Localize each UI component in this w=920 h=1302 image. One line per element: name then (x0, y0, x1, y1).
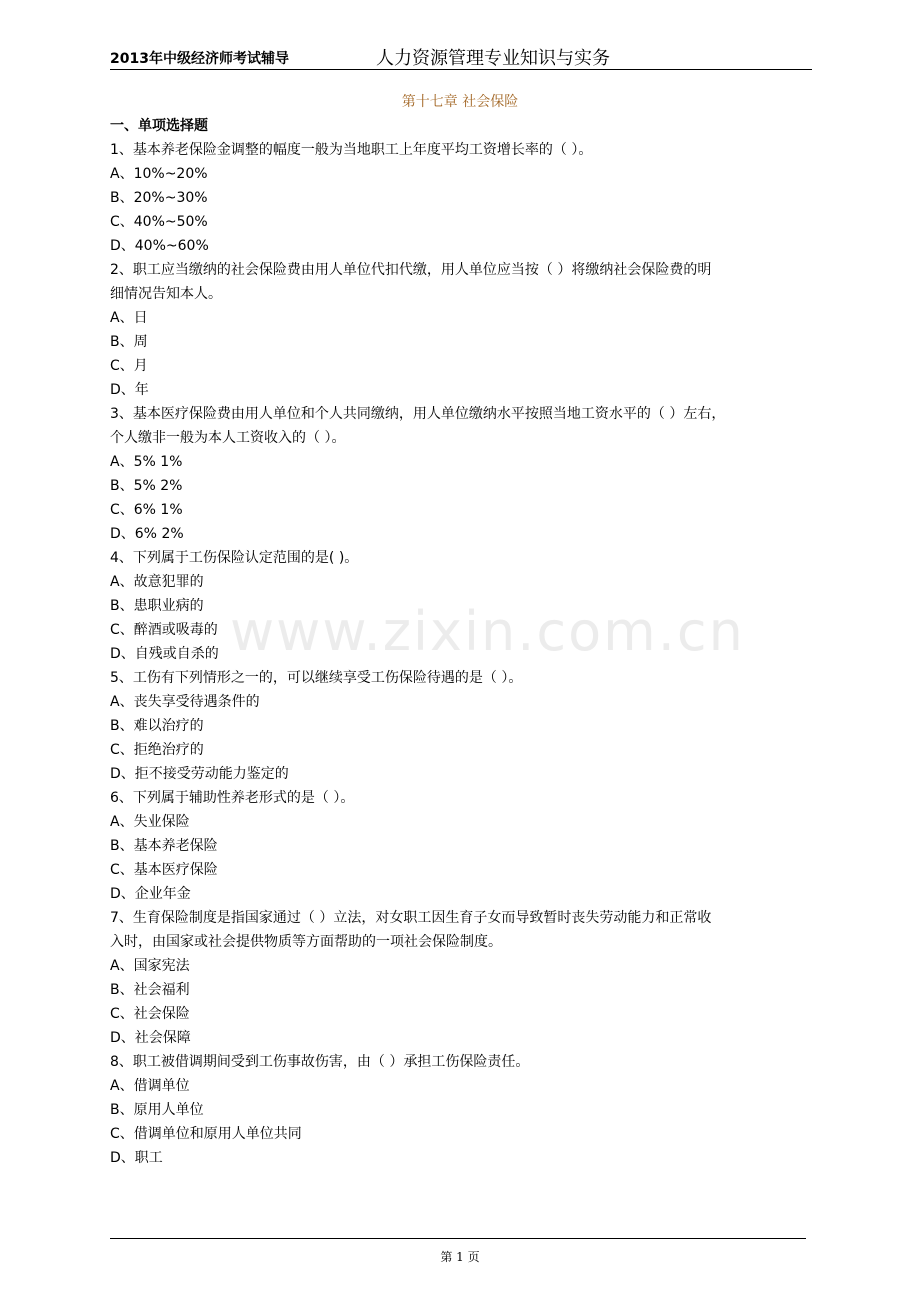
question-8 (110, 1050, 810, 1170)
option: B、原用人单位 (110, 1102, 204, 1118)
chapter-title: 第十七章 社会保险 (401, 94, 519, 110)
question-stem: 8、职工被借调期间受到工伤事故伤害，由（ ）承担工伤保险责任。 (110, 1054, 530, 1070)
page-number: 第 1 页 (440, 1250, 480, 1264)
question-2 (110, 258, 810, 402)
header-subject-title: 人力资源管理专业知识与实务 (376, 48, 610, 69)
option: D、自残或自杀的 (110, 646, 219, 662)
option: B、周 (110, 334, 148, 350)
question-stem: 7、生育保险制度是指国家通过（ ）立法，对女职工因生育子女而导致暂时丧失劳动能力和正常收 (110, 910, 712, 926)
question-stem: 1、基本养老保险金调整的幅度一般为当地职工上年度平均工资增长率的（ ）。 (110, 142, 593, 158)
header-divider (110, 69, 812, 70)
question-7 (110, 906, 810, 1050)
section-title: 一、单项选择题 (110, 118, 208, 134)
question-stem: 4、下列属于工伤保险认定范围的是( )。 (110, 550, 359, 566)
question-stem: 5、工伤有下列情形之一的，可以继续享受工伤保险待遇的是（ ）。 (110, 670, 523, 686)
option: B、基本养老保险 (110, 838, 218, 854)
option: A、失业保险 (110, 814, 190, 830)
question-3 (110, 402, 810, 546)
option: B、20%~30% (110, 190, 208, 206)
question-list (110, 114, 810, 1170)
question-stem: 个人缴非一般为本人工资收入的（ ）。 (110, 430, 346, 446)
option: D、职工 (110, 1150, 163, 1166)
option: D、40%~60% (110, 238, 209, 254)
question-stem: 6、下列属于辅助性养老形式的是（ ）。 (110, 790, 355, 806)
question-1 (110, 138, 810, 258)
question-5 (110, 666, 810, 786)
option: C、基本医疗保险 (110, 862, 218, 878)
question-4 (110, 546, 810, 666)
option: C、醉酒或吸毒的 (110, 622, 218, 638)
option: A、丧失享受待遇条件的 (110, 694, 260, 710)
page-header (110, 40, 812, 70)
question-6 (110, 786, 810, 906)
option: A、国家宪法 (110, 958, 190, 974)
option: D、企业年金 (110, 886, 191, 902)
option: D、年 (110, 382, 149, 398)
question-stem: 2、职工应当缴纳的社会保险费由用人单位代扣代缴，用人单位应当按（ ）将缴纳社会保险费的明 (110, 262, 712, 278)
header-exam-title: 2013年中级经济师考试辅导 (110, 51, 289, 67)
option: D、6% 2% (110, 526, 184, 542)
option: C、社会保险 (110, 1006, 190, 1022)
option: C、40%~50% (110, 214, 208, 230)
option: C、月 (110, 358, 148, 374)
option: D、拒不接受劳动能力鉴定的 (110, 766, 289, 782)
question-stem: 3、基本医疗保险费由用人单位和个人共同缴纳，用人单位缴纳水平按照当地工资水平的（ ）左右， (110, 406, 726, 422)
question-stem: 细情况告知本人。 (110, 286, 222, 302)
option: D、社会保障 (110, 1030, 191, 1046)
option: B、社会福利 (110, 982, 190, 998)
option: A、借调单位 (110, 1078, 190, 1094)
option: A、故意犯罪的 (110, 574, 204, 590)
option: C、6% 1% (110, 502, 183, 518)
option: B、难以治疗的 (110, 718, 204, 734)
option: B、患职业病的 (110, 598, 204, 614)
option: A、5% 1% (110, 454, 183, 470)
question-stem: 入时，由国家或社会提供物质等方面帮助的一项社会保险制度。 (110, 934, 502, 950)
option: C、拒绝治疗的 (110, 742, 204, 758)
option: B、5% 2% (110, 478, 183, 494)
watermark: www.zixin.com.cn (230, 600, 745, 663)
option: A、日 (110, 310, 148, 326)
footer-divider (110, 1238, 806, 1239)
option: A、10%~20% (110, 166, 208, 182)
option: C、借调单位和原用人单位共同 (110, 1126, 302, 1142)
